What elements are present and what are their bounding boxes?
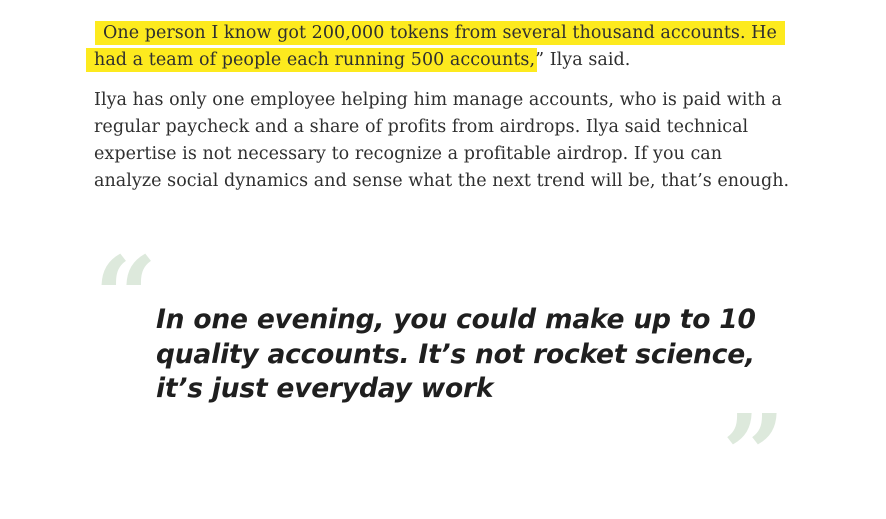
highlighted-text: One person I know got 200,000 tokens from several thousand accounts. He <box>95 21 785 45</box>
pull-quote-line: quality accounts. It’s not rocket science, <box>156 338 755 370</box>
pull-quote-text <box>156 303 756 407</box>
close-quote-mark-icon: ” <box>722 390 786 519</box>
attribution-text: ,” Ilya said. <box>529 50 631 70</box>
body-line: Ilya has only one employee helping him manage accounts, who is paid with a <box>94 90 782 110</box>
highlighted-text: had a team of people each running 500 accounts <box>86 48 537 72</box>
body-line: regular paycheck and a share of profits from airdrops. Ilya said technical <box>94 117 749 137</box>
body-line: analyze social dynamics and sense what the next trend will be, that’s enough. <box>94 171 790 191</box>
pull-quote <box>94 232 794 519</box>
article-body <box>94 20 794 195</box>
open-quote-mark-icon: “ <box>94 232 158 361</box>
quote-paragraph <box>94 20 794 74</box>
body-line: expertise is not necessary to recognize a profitable airdrop. If you can <box>94 144 723 164</box>
body-paragraph <box>94 87 794 195</box>
pull-quote-line: it’s just everyday work <box>156 373 494 404</box>
quote-line-1 <box>94 20 794 47</box>
quote-line-2 <box>94 47 794 74</box>
pull-quote-line: In one evening, you could make up to 10 <box>156 304 756 335</box>
